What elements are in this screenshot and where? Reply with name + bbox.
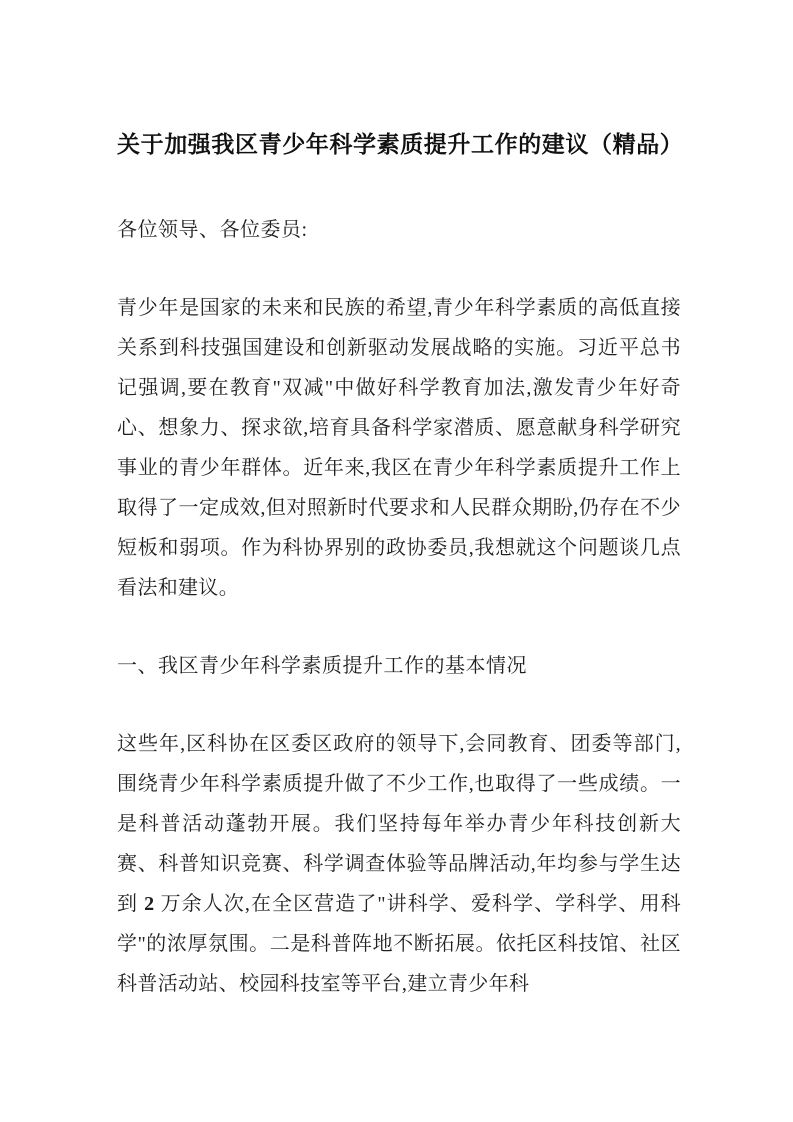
participation-count-number: 2	[144, 893, 155, 915]
paragraph-basic-situation	[117, 686, 681, 1004]
paragraph-text-segment-one: 这些年,区科协在区委区政府的领导下,会同教育、团委等部门,围绕青少年科学素质提升做了不少工作,也取得了一些成绩。一是科普活动蓬勃开展。我们坚持每年举办青少年科技创新大赛、科普知识竞赛、科学调查体验等品牌活动,年均参与学生达到	[117, 733, 681, 915]
paragraph-text-segment-two: 万余人次,在全区营造了"讲科学、爱科学、学科学、用科学"的浓厚氛围。二是科普阵地不断拓展。依托区科技馆、社区科普活动站、校园科技室等平台,建立青少年科	[117, 893, 681, 995]
salutation-line: 各位领导、各位委员:	[117, 219, 308, 241]
document-content	[117, 0, 684, 1004]
section-heading-one: 一、我区青少年科学素质提升工作的基本情况	[117, 655, 527, 677]
paragraph-introduction: 青少年是国家的未来和民族的希望,青少年科学素质的高低直接关系到科技强国建设和创新驱动发展战略的实施。习近平总书记强调,要在教育"双减"中做好科学教育加法,激发青少年好奇心、想象力、探求欲,培育具备科学家潜质、愿意献身科学研究事业的青少年群体。近年来,我区在青少年科学素质提升工作上取得了一定成效,但对照新时代要求和人民群众期盼,仍存在不少短板和弱项。作为科协界别的政协委员,我想就这个问题谈几点看法和建议。	[117, 297, 681, 599]
document-title: 关于加强我区青少年科学素质提升工作的建议（精品）	[117, 132, 684, 157]
